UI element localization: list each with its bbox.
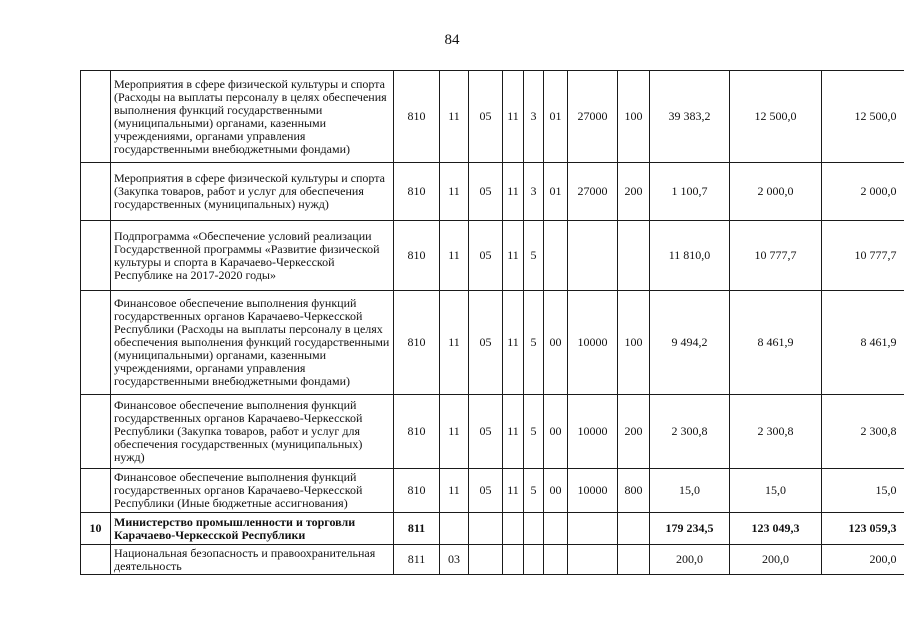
row-number (81, 545, 111, 575)
row-name: Финансовое обеспечение выполнения функций государственных органов Карачаево-Черкесской Республики (Расходы на выплаты персоналу в целях обеспечения выполнения функций государственными (муниципальными) органами, казенными учреждениями, органами управления государственными внебюджетными фондами) (111, 291, 394, 395)
code-program (503, 545, 524, 575)
code-main-event: 00 (544, 469, 568, 513)
code-main-event (544, 513, 568, 545)
code-expense-type (618, 513, 650, 545)
table-row (81, 221, 904, 291)
table-row (81, 163, 904, 221)
amount-year-1: 2 300,8 (650, 395, 730, 469)
amount-year-2: 12 500,0 (730, 71, 822, 163)
code-expense-type: 200 (618, 395, 650, 469)
row-number (81, 221, 111, 291)
code-expense-type: 100 (618, 71, 650, 163)
code-main-event: 01 (544, 163, 568, 221)
amount-year-3: 8 461,9 (822, 291, 904, 395)
amount-year-1: 39 383,2 (650, 71, 730, 163)
code-expense-type: 200 (618, 163, 650, 221)
amount-year-3: 15,0 (822, 469, 904, 513)
amount-year-1: 179 234,5 (650, 513, 730, 545)
row-name: Мероприятия в сфере физической культуры и спорта (Расходы на выплаты персоналу в целях обеспечения выполнения функций государственными (муниципальными) органами, казенными учреждениями, органами управления государственными внебюджетными фондами) (111, 71, 394, 163)
row-number (81, 291, 111, 395)
code-program: 11 (503, 221, 524, 291)
code-section: 11 (440, 469, 469, 513)
table-row (81, 395, 904, 469)
amount-year-1: 1 100,7 (650, 163, 730, 221)
code-direction: 10000 (568, 469, 618, 513)
code-expense-type (618, 221, 650, 291)
amount-year-2: 2 300,8 (730, 395, 822, 469)
row-number (81, 71, 111, 163)
code-main-event: 00 (544, 395, 568, 469)
code-direction (568, 545, 618, 575)
code-section: 11 (440, 163, 469, 221)
code-program (503, 513, 524, 545)
code-direction: 27000 (568, 71, 618, 163)
amount-year-1: 200,0 (650, 545, 730, 575)
table-row (81, 545, 904, 575)
code-subprogram: 5 (524, 221, 544, 291)
amount-year-3: 2 000,0 (822, 163, 904, 221)
code-subprogram (524, 513, 544, 545)
code-subsection: 05 (469, 221, 503, 291)
code-direction: 10000 (568, 291, 618, 395)
code-program: 11 (503, 469, 524, 513)
code-direction: 10000 (568, 395, 618, 469)
table-row (81, 291, 904, 395)
code-direction (568, 221, 618, 291)
code-admin: 810 (394, 469, 440, 513)
amount-year-3: 200,0 (822, 545, 904, 575)
code-subprogram: 3 (524, 163, 544, 221)
amount-year-3: 2 300,8 (822, 395, 904, 469)
row-name: Мероприятия в сфере физической культуры и спорта (Закупка товаров, работ и услуг для обеспечения государственных (муниципальных) нужд) (111, 163, 394, 221)
code-direction: 27000 (568, 163, 618, 221)
code-subsection: 05 (469, 71, 503, 163)
row-number (81, 469, 111, 513)
code-admin: 811 (394, 545, 440, 575)
code-admin: 810 (394, 291, 440, 395)
code-program: 11 (503, 395, 524, 469)
code-program: 11 (503, 163, 524, 221)
code-main-event: 01 (544, 71, 568, 163)
code-section (440, 513, 469, 545)
budget-table (80, 70, 904, 575)
code-section: 03 (440, 545, 469, 575)
code-program: 11 (503, 291, 524, 395)
page-number: 84 (444, 32, 460, 48)
code-admin: 810 (394, 221, 440, 291)
code-subprogram: 5 (524, 291, 544, 395)
row-name: Финансовое обеспечение выполнения функций государственных органов Карачаево-Черкесской Республики (Иные бюджетные ассигнования) (111, 469, 394, 513)
amount-year-3: 123 059,3 (822, 513, 904, 545)
amount-year-2: 10 777,7 (730, 221, 822, 291)
code-main-event (544, 221, 568, 291)
code-direction (568, 513, 618, 545)
code-subsection: 05 (469, 469, 503, 513)
amount-year-3: 12 500,0 (822, 71, 904, 163)
amount-year-2: 8 461,9 (730, 291, 822, 395)
code-subsection (469, 513, 503, 545)
code-main-event (544, 545, 568, 575)
code-section: 11 (440, 71, 469, 163)
table-row (81, 469, 904, 513)
code-subprogram (524, 545, 544, 575)
code-subsection (469, 545, 503, 575)
code-main-event: 00 (544, 291, 568, 395)
amount-year-2: 200,0 (730, 545, 822, 575)
code-subsection: 05 (469, 395, 503, 469)
amount-year-1: 11 810,0 (650, 221, 730, 291)
code-program: 11 (503, 71, 524, 163)
amount-year-2: 15,0 (730, 469, 822, 513)
code-subprogram: 3 (524, 71, 544, 163)
row-number (81, 395, 111, 469)
code-subprogram: 5 (524, 395, 544, 469)
code-admin: 810 (394, 395, 440, 469)
code-admin: 811 (394, 513, 440, 545)
row-name: Подпрограмма «Обеспечение условий реализации Государственной программы «Развитие физической культуры и спорта в Карачаево-Черкесской Республике на 2017-2020 годы» (111, 221, 394, 291)
code-subprogram: 5 (524, 469, 544, 513)
amount-year-2: 123 049,3 (730, 513, 822, 545)
code-subsection: 05 (469, 163, 503, 221)
table-row (81, 513, 904, 545)
row-number (81, 163, 111, 221)
table-row (81, 71, 904, 163)
amount-year-2: 2 000,0 (730, 163, 822, 221)
code-expense-type: 100 (618, 291, 650, 395)
code-subsection: 05 (469, 291, 503, 395)
row-name: Национальная безопасность и правоохранительная деятельность (111, 545, 394, 575)
code-admin: 810 (394, 163, 440, 221)
row-number: 10 (81, 513, 111, 545)
amount-year-3: 10 777,7 (822, 221, 904, 291)
code-section: 11 (440, 221, 469, 291)
amount-year-1: 15,0 (650, 469, 730, 513)
code-section: 11 (440, 291, 469, 395)
code-admin: 810 (394, 71, 440, 163)
code-expense-type: 800 (618, 469, 650, 513)
amount-year-1: 9 494,2 (650, 291, 730, 395)
row-name: Финансовое обеспечение выполнения функций государственных органов Карачаево-Черкесской Республики (Закупка товаров, работ и услуг для обеспечения государственных (муниципальных) нужд) (111, 395, 394, 469)
code-section: 11 (440, 395, 469, 469)
code-expense-type (618, 545, 650, 575)
row-name: Министерство промышленности и торговли Карачаево-Черкесской Республики (111, 513, 394, 545)
